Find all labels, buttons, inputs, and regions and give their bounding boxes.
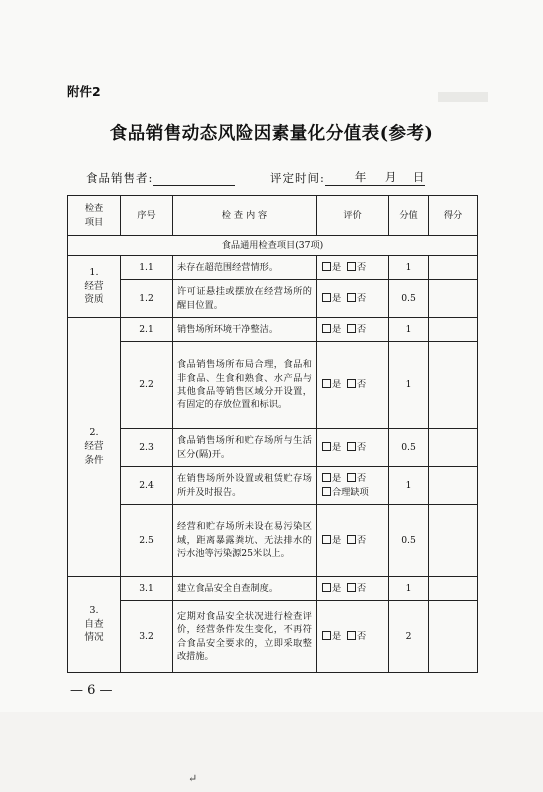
category-3: 3. 自查 情况 (68, 577, 121, 673)
row-content: 未存在超范围经营情形。 (173, 256, 317, 280)
header-seq: 序号 (121, 196, 173, 236)
row-eval: 是 否 (317, 342, 389, 429)
no-checkbox[interactable] (347, 583, 356, 592)
category-2: 2. 经营 条件 (68, 318, 121, 577)
row-seq: 2.2 (121, 342, 173, 429)
category-1: 1. 经营 资质 (68, 256, 121, 318)
eval-time-field (270, 170, 425, 186)
seller-label: 食品销售者: (86, 171, 154, 185)
row-eval: 是 否 (317, 601, 389, 673)
row-eval: 是 否 (317, 577, 389, 601)
row-seq: 1.1 (121, 256, 173, 280)
table-row (68, 280, 478, 318)
section-row (68, 236, 478, 256)
seller-field (86, 170, 235, 186)
row-score: 1 (389, 577, 429, 601)
no-checkbox[interactable] (347, 262, 356, 271)
yes-checkbox[interactable] (322, 442, 331, 451)
yes-checkbox[interactable] (322, 262, 331, 271)
no-checkbox[interactable] (347, 379, 356, 388)
page-number: — 6 — (70, 683, 113, 698)
table-row (68, 505, 478, 577)
row-score: 1 (389, 467, 429, 505)
yes-checkbox[interactable] (322, 324, 331, 333)
row-score: 0.5 (389, 280, 429, 318)
row-content: 许可证悬挂或摆放在经营场所的醒目位置。 (173, 280, 317, 318)
paragraph-return-mark: ↵ (188, 772, 198, 785)
row-score: 1 (389, 256, 429, 280)
yes-checkbox[interactable] (322, 631, 331, 640)
header-eval: 评价 (317, 196, 389, 236)
row-gain[interactable] (429, 577, 478, 601)
table-row (68, 342, 478, 429)
row-content: 经营和贮存场所未设在易污染区域，距离暴露粪坑、无法排水的污水池等污染源25米以上。 (173, 505, 317, 577)
yes-checkbox[interactable] (322, 379, 331, 388)
row-gain[interactable] (429, 256, 478, 280)
section-title: 食品通用检查项目(37项) (68, 236, 478, 256)
row-score: 0.5 (389, 505, 429, 577)
row-score: 0.5 (389, 429, 429, 467)
row-seq: 3.1 (121, 577, 173, 601)
row-eval: 是 否 合理缺项 (317, 467, 389, 505)
yes-checkbox[interactable] (322, 535, 331, 544)
eval-time-blank-line (325, 170, 426, 186)
row-gain[interactable] (429, 342, 478, 429)
no-checkbox[interactable] (347, 442, 356, 451)
row-eval: 是 否 (317, 318, 389, 342)
row-eval: 是 否 (317, 256, 389, 280)
row-content: 食品销售场所布局合理，食品和非食品、生食和熟食、水产品与其他食品等销售区域分开设置，有固定的存放位置和标识。 (173, 342, 317, 429)
day-label: 日 (412, 170, 426, 184)
month-label: 月 (384, 170, 398, 184)
header-item: 检查 项目 (68, 196, 121, 236)
row-gain[interactable] (429, 601, 478, 673)
no-checkbox[interactable] (347, 535, 356, 544)
row-score: 1 (389, 342, 429, 429)
row-content: 定期对食品安全状况进行检查评价，经营条件发生变化，不再符合食品安全要求的，立即采取整改措施。 (173, 601, 317, 673)
no-checkbox[interactable] (347, 324, 356, 333)
yes-checkbox[interactable] (322, 293, 331, 302)
na-checkbox[interactable] (322, 487, 331, 496)
header-content: 检 查 内 容 (173, 196, 317, 236)
table-row (68, 429, 478, 467)
seller-blank-line (153, 173, 235, 186)
row-score: 1 (389, 318, 429, 342)
no-checkbox[interactable] (347, 631, 356, 640)
row-content: 食品销售场所和贮存场所与生活区分(隔)开。 (173, 429, 317, 467)
row-eval: 是 否 (317, 505, 389, 577)
row-gain[interactable] (429, 280, 478, 318)
row-seq: 1.2 (121, 280, 173, 318)
row-eval: 是 否 (317, 429, 389, 467)
table-row (68, 318, 478, 342)
no-checkbox[interactable] (347, 473, 356, 482)
header-score: 分值 (389, 196, 429, 236)
row-seq: 2.3 (121, 429, 173, 467)
row-eval: 是 否 (317, 280, 389, 318)
attachment-label: 附件2 (67, 84, 101, 99)
yes-checkbox[interactable] (322, 473, 331, 482)
row-gain[interactable] (429, 429, 478, 467)
row-seq: 3.2 (121, 601, 173, 673)
table-row (68, 577, 478, 601)
row-gain[interactable] (429, 318, 478, 342)
risk-score-table (67, 195, 478, 673)
year-label: 年 (354, 170, 368, 184)
table-row (68, 256, 478, 280)
row-content: 销售场所环境干净整洁。 (173, 318, 317, 342)
no-checkbox[interactable] (347, 293, 356, 302)
row-content: 建立食品安全自查制度。 (173, 577, 317, 601)
row-seq: 2.4 (121, 467, 173, 505)
bleed-through-mark (438, 92, 488, 102)
yes-checkbox[interactable] (322, 583, 331, 592)
header-gain: 得分 (429, 196, 478, 236)
row-score: 2 (389, 601, 429, 673)
row-seq: 2.5 (121, 505, 173, 577)
row-gain[interactable] (429, 467, 478, 505)
row-content: 在销售场所外设置或租赁贮存场所并及时报告。 (173, 467, 317, 505)
table-header-row (68, 196, 478, 236)
document-title: 食品销售动态风险因素量化分值表(参考) (109, 124, 434, 144)
table-row (68, 467, 478, 505)
eval-time-label: 评定时间: (270, 171, 325, 185)
row-gain[interactable] (429, 505, 478, 577)
table-row (68, 601, 478, 673)
row-seq: 2.1 (121, 318, 173, 342)
